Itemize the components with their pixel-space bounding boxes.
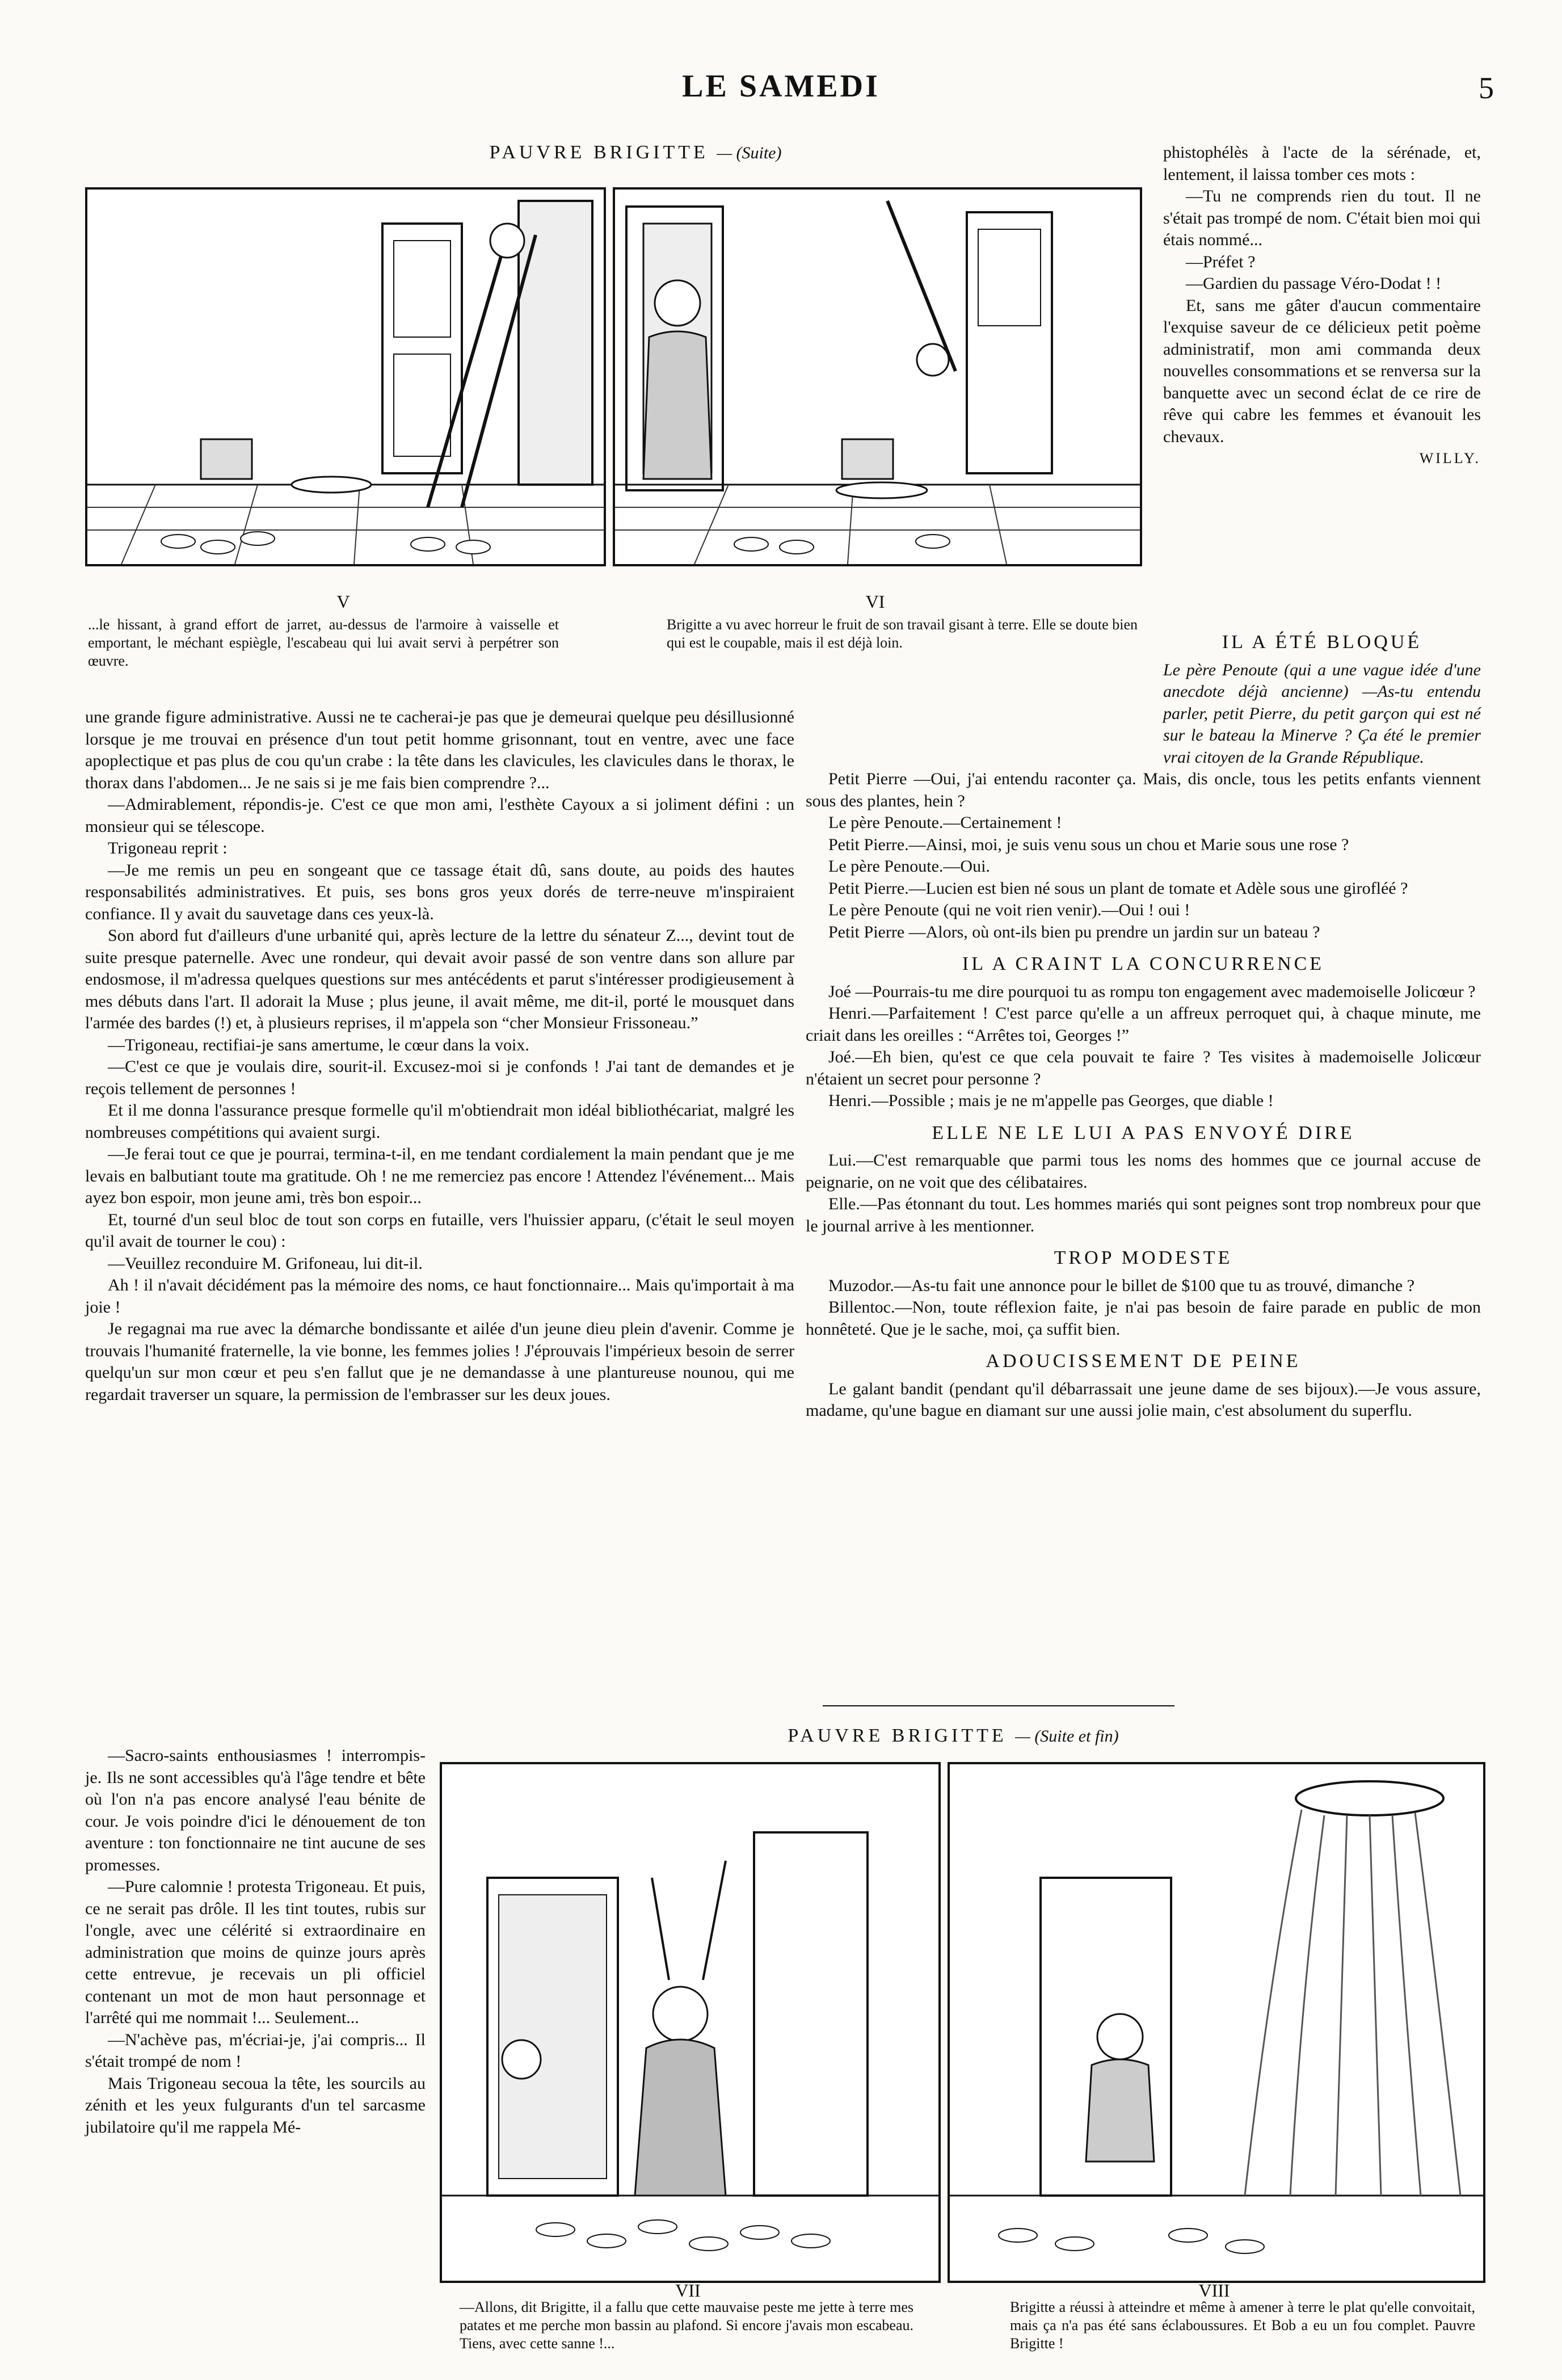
story-right-paragraph: —Préfet ? [1186, 252, 1256, 271]
panel-vii-number: VII [675, 2280, 701, 2301]
story-right-column [1163, 142, 1481, 470]
comic-top-title: PAUVRE BRIGITTE — (Suite) [489, 142, 782, 163]
joke-line: Le père Penoute.—Certainement ! [828, 813, 1062, 832]
joke-line: Le galant bandit (pendant qu'il débarrassait une jeune dame de ses bijoux).—Je vous assure, madame, qu'une bague en diamant sur une aussi jolie main, c'est absolument du superflu. [806, 1379, 1481, 1420]
story-right-paragraph: —Gardien du passage Véro-Dodat ! ! [1186, 274, 1442, 293]
page-number: 5 [1479, 71, 1494, 105]
joke-block [806, 953, 1481, 1112]
panel-viii-number: VIII [1198, 2280, 1230, 2301]
joke-line: Petit Pierre —Oui, j'ai entendu raconter ça. Mais, dis oncle, tous les petits enfants viennent sous des plantes, hein ? [806, 769, 1481, 810]
panel-vi-caption: Brigitte a vu avec horreur le fruit de son travail gisant à terre. Elle se doute bien qui est le coupable, mais il est déjà loin. [667, 616, 1138, 651]
story-paragraph: Son abord fut d'ailleurs d'une urbanité qui, après lecture de la lettre du sénateur Z..., devint tout de suite presque paternelle. Avec une rondeur, qui devait avoir passé de son ventre dans son allure par endosmose, il m'adressa quelques questions sur mes antécédents et parut s'intéresser prodigieusement à mes débuts dans l'art. Il adorait la Muse ; plus jeune, il avait même, me dit-il, porté le mousquet dans l'armée des bardes (!) et, à plusieurs reprises, il m'appela son “cher Monsieur Frissoneau.” [85, 926, 794, 1032]
panel-v-illustration [87, 190, 604, 564]
comic-panel-vi [613, 187, 1142, 566]
story-paragraph: —Veuillez reconduire M. Grifoneau, lui dit-il. [108, 1254, 423, 1273]
story-paragraph: Et il me donna l'assurance presque formelle qu'il m'obtiendrait mon idéal bibliothécariat, malgré les nombreuses compétitions qui avaient surgi. [85, 1101, 794, 1142]
panel-viii-caption: Brigitte a réussi à atteindre et même à amener à terre le plat qu'elle convoitait, mais ça n'a pas été sans éclaboussures. Et Bob a eu un fou complet. Pauvre Brigitte ! [1010, 2299, 1475, 2352]
panel-v-number: V [336, 591, 350, 612]
story-right-paragraph: —Tu ne comprends rien du tout. Il ne s'était pas trompé de nom. C'était bien moi qui étais nommé... [1163, 187, 1481, 249]
story-paragraph: Je regagnai ma rue avec la démarche bondissante et ailée d'un jeune dieu plein d'avenir. Comme je trouvais l'humanité fraternelle, la vie bonne, les femmes jolies ! J'éprouvais l'impérieux besoin de serrer quelqu'un sur mon cœur et peu s'en fallut que je ne demandasse à une plantureuse nounou, qui me regardait traverser un square, la permission de l'embrasser sur les deux joues. [85, 1319, 794, 1404]
joke-line: Petit Pierre —Alors, où ont-ils bien pu prendre un jardin sur un bateau ? [828, 922, 1320, 941]
story-right-paragraph: phistophélès à l'acte de la sérénade, et, lentement, il laissa tomber ces mots : [1163, 143, 1481, 184]
joke-line: Lui.—C'est remarquable que parmi tous les noms des hommes que ce journal accuse de peignarie, on ne voit que des célibataires. [806, 1151, 1481, 1192]
joke-line: Petit Pierre.—Ainsi, moi, je suis venu sous un chou et Marie sous une rose ? [828, 835, 1349, 854]
panel-vi-illustration [615, 190, 1140, 564]
joke-line: Elle.—Pas étonnant du tout. Les hommes mariés qui sont peignes sont trop nombreux pour que le journal arrive à les mentionner. [806, 1195, 1481, 1235]
joke-line: Joé —Pourrais-tu me dire pourquoi tu as rompu ton engagement avec mademoiselle Jolicœur ? [828, 982, 1476, 1001]
joke-line: Petit Pierre.—Lucien est bien né sous un plant de tomate et Adèle sous une girofléé ? [828, 878, 1408, 898]
joke-block [1163, 632, 1481, 654]
joke-title: TROP MODESTE [1054, 1247, 1233, 1268]
story-right-paragraph: Et, sans me gâter d'aucun commentaire l'exquise saveur de ce délicieux petit poème administratif, mon ami commanda deux nouvelles consommations et se renversa sur la banquette avec un second éclat de ce rire de rêve qui cabre les femmes et évanouit les chevaux. [1163, 296, 1481, 446]
joke-block [806, 1351, 1481, 1422]
comic-panel-viii [948, 1762, 1485, 2283]
story-paragraph: —Admirablement, répondis-je. C'est ce que mon ami, l'esthète Cayoux a si joliment défini : un monsieur qui se télescope. [85, 795, 794, 836]
story-left-column [85, 707, 794, 1406]
story-paragraph: —N'achève pas, m'écriai-je, j'ai compris... Il s'était trompé de nom ! [85, 2030, 426, 2071]
story-paragraph: —Trigoneau, rectifiai-je sans amertume, le cœur dans la voix. [108, 1035, 529, 1054]
story-paragraph: —Je me remis un peu en songeant que ce tassage était dû, sans doute, au poids des hautes responsabilités administratives. Et puis, ses bons gros yeux dorés de terre-neuve m'inspiraient confiance. Il y avait du sauvetage dans ces yeux-là. [85, 860, 794, 923]
story-left-narrow-column [85, 1745, 426, 2138]
story-paragraph: Trigoneau reprit : [108, 839, 228, 857]
joke-line: Le père Penoute (qui a une vague idée d'une anecdote déjà ancienne) —As-tu entendu parler, petit Pierre, du petit garçon qui est né sur le bateau la Minerve ? Ça été le premier vrai citoyen de la Grande République. [1163, 660, 1481, 767]
joke-line: Joé.—Eh bien, qu'est ce que cela pouvait te faire ? Tes visites à mademoiselle Jolicœur n'étaient un secret pour personne ? [806, 1048, 1481, 1088]
joke-title: ELLE NE LE LUI A PAS ENVOYÉ DIRE [932, 1122, 1355, 1143]
joke-title: IL A CRAINT LA CONCURRENCE [962, 953, 1325, 974]
story-paragraph: Ah ! il n'avait décidément pas la mémoire des noms, ce haut fonctionnaire... Mais qu'importait à ma joie ! [85, 1276, 794, 1317]
story-paragraph: —Pure calomnie ! protesta Trigoneau. Et puis, ce ne serait pas drôle. Il les tint toutes, rubis sur l'ongle, avec une célérité si extraordinaire en administration que moins de quinze jours après cette entrevue, je recevais un pli officiel contenant un mot de mon haut personnage et l'arrêté qui me nommait !... Seulement... [85, 1877, 426, 2027]
story-paragraph: Mais Trigoneau secoua la tête, les sourcils au zénith et les yeux fulgurants d'un tel sarcasme jubilatoire qu'il me rappela Mé- [85, 2074, 426, 2137]
newspaper-title: LE SAMEDI [682, 69, 880, 104]
joke-line: Henri.—Parfaitement ! C'est parce qu'elle a un affreux perroquet qui, à chaque minute, me criait dans les oreilles : “Arrêtes toi, Georges !” [806, 1004, 1481, 1045]
joke-line: Muzodor.—As-tu fait une annonce pour le billet de $100 que tu as trouvé, dimanche ? [828, 1276, 1415, 1295]
joke-block [806, 1247, 1481, 1340]
joke-line: Henri.—Possible ; mais je ne m'appelle pas Georges, que diable ! [828, 1091, 1274, 1110]
joke-block [806, 1122, 1481, 1238]
joke-block [806, 659, 1481, 944]
story-paragraph: Et, tourné d'un seul bloc de tout son corps en futaille, vers l'huissier apparu, (c'était le seul moyen qu'il avait de tourner le cou) : [85, 1210, 794, 1251]
joke-title: IL A ÉTÉ BLOQUÉ [1222, 632, 1422, 653]
panel-vii-illustration [442, 1764, 938, 2281]
joke-line: Billentoc.—Non, toute réflexion faite, je n'ai pas besoin de faire parade en public de mon honnêteté. Que je le sache, moi, ça suffit bien. [806, 1298, 1481, 1339]
panel-viii-illustration [950, 1764, 1483, 2281]
story-paragraph: —Sacro-saints enthousiasmes ! interrompis-je. Ils ne sont accessibles qu'à l'âge tendre et bête où l'on n'a pas encore analysé l'eau bénite de cour. Je vois poindre d'ici le dénouement de ton aventure : ton fonctionnaire ne tint aucune de ses promesses. [85, 1746, 426, 1874]
comic-panel-vii [440, 1762, 941, 2283]
comic-bottom-title: PAUVRE BRIGITTE — (Suite et fin) [788, 1725, 1119, 1746]
joke-line: Le père Penoute (qui ne voit rien venir).—Oui ! oui ! [828, 901, 1190, 919]
joke-line: Le père Penoute.—Oui. [828, 857, 990, 876]
jokes-section [806, 621, 1481, 1422]
divider-rule [823, 1705, 1174, 1706]
panel-v-caption: ...le hissant, à grand effort de jarret, au-dessus de l'armoire à vaisselle et emportant, le méchant espiègle, l'escabeau qui lui avait servi à perpétrer son œuvre. [88, 616, 559, 669]
comic-panel-v [85, 187, 606, 566]
story-paragraph: —C'est ce que je voulais dire, sourit-il. Excusez-moi si je confonds ! J'ai tant de demandes et je reçois tellement de personnes ! [85, 1057, 794, 1098]
story-paragraph: —Je ferai tout ce que je pourrai, termina-t-il, en me tendant cordialement la main pendant que je me levais en balbutiant toute ma gratitude. Oh ! ne me remerciez pas encore ! Attendez l'événement... Mais ayez bon espoir, mon jeune ami, très bon espoir... [85, 1145, 794, 1207]
panel-vi-number: VI [865, 591, 885, 612]
signature: WILLY. [1419, 450, 1481, 466]
panel-vii-caption: —Allons, dit Brigitte, il a fallu que cette mauvaise peste me jette à terre mes patates et me perche mon bassin au plafond. Si encore j'avais mon escabeau. Tiens, avec cette sanne !... [460, 2299, 913, 2352]
joke-title: ADOUCISSEMENT DE PEINE [986, 1351, 1301, 1372]
story-paragraph: une grande figure administrative. Aussi ne te cacherai-je pas que je demeurai quelque peu désillusionné lorsque je me trouvai en présence d'un tout petit homme grisonnant, tout en ventre, avec une face apoplectique et pas plus de cou qu'un crabe : la tête dans les clavicules, les clavicules dans le thorax, le thorax dans l'abdomen... Je ne sais si je me fais bien comprendre ?... [85, 708, 794, 792]
